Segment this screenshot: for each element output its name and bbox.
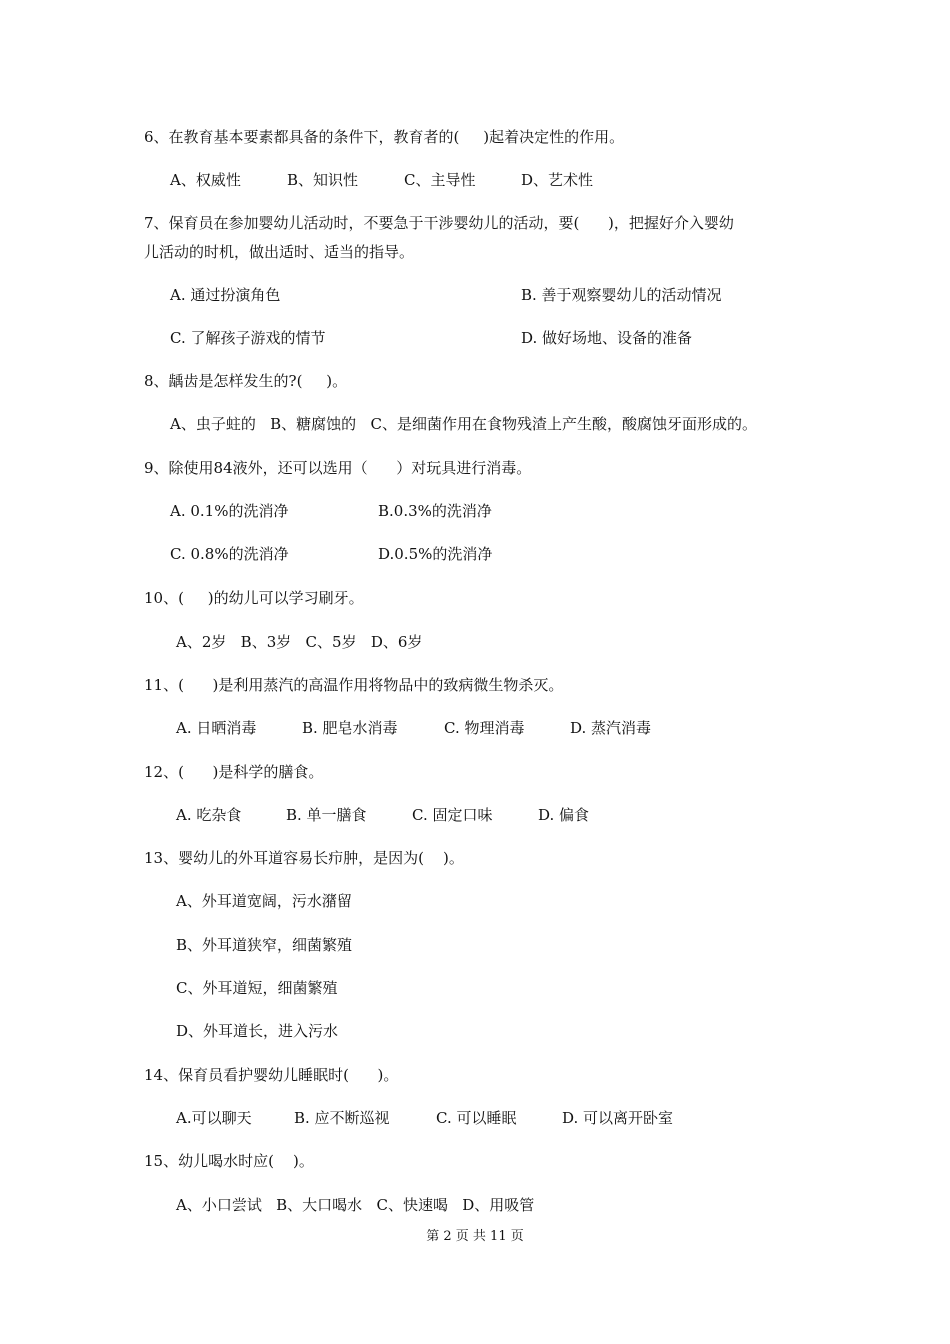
q6-option-c: C、主导性 [404,171,476,189]
q15-options: A、小口尝试 B、大口喝水 C、快速喝 D、用吸管 [176,1196,535,1214]
q6-option-d: D、艺术性 [521,171,594,189]
q12-option-a: A. 吃杂食 [176,806,242,824]
q6-option-b: B、知识性 [287,171,359,189]
q13-option-d: D、外耳道长，进入污水 [176,1022,339,1040]
q7-option-d: D. 做好场地、设备的准备 [521,329,693,347]
page-footer: 第 2 页 共 11 页 [426,1229,524,1244]
question-7-stem-line2: 儿活动的时机，做出适时、适当的指导。 [144,243,415,261]
question-8-stem: 8、龋齿是怎样发生的?( )。 [144,372,348,390]
q7-option-b: B. 善于观察婴幼儿的活动情况 [521,286,722,304]
question-9-stem: 9、除使用84液外，还可以选用（ ）对玩具进行消毒。 [144,459,532,477]
question-14-stem: 14、保育员看护婴幼儿睡眠时( )。 [144,1066,399,1084]
q9-option-b: B.0.3%的洗消净 [378,502,492,520]
q6-option-a: A、权威性 [170,171,241,189]
q11-option-c: C. 物理消毒 [444,719,525,737]
q10-options: A、2岁 B、3岁 C、5岁 D、6岁 [176,633,423,651]
q9-option-d: D.0.5%的洗消净 [378,545,493,563]
q11-option-b: B. 肥皂水消毒 [302,719,398,737]
q14-option-c: C. 可以睡眠 [436,1109,517,1127]
question-13-stem: 13、婴幼儿的外耳道容易长疖肿，是因为( )。 [144,849,464,867]
q11-option-a: A. 日晒消毒 [176,719,257,737]
question-10-stem: 10、( )的幼儿可以学习刷牙。 [144,589,364,607]
question-7-stem-line1: 7、保育员在参加婴幼儿活动时，不要急于干涉婴幼儿的活动，要( )，把握好介入婴幼 [144,214,734,232]
q14-option-d: D. 可以离开卧室 [562,1109,674,1127]
q9-option-c: C. 0.8%的洗消净 [170,545,289,563]
q14-option-a: A.可以聊天 [176,1109,252,1127]
question-15-stem: 15、幼儿喝水时应( )。 [144,1152,314,1170]
q11-option-d: D. 蒸汽消毒 [570,719,652,737]
question-6-stem: 6、在教育基本要素都具备的条件下，教育者的( )起着决定性的作用。 [144,128,625,146]
q12-option-d: D. 偏食 [538,806,590,824]
q8-options: A、虫子蛀的 B、糖腐蚀的 C、是细菌作用在食物残渣上产生酸，酸腐蚀牙面形成的。 [170,415,757,433]
q13-option-b: B、外耳道狭窄，细菌繁殖 [176,936,353,954]
question-11-stem: 11、( )是利用蒸汽的高温作用将物品中的致病微生物杀灭。 [144,676,564,694]
q12-option-c: C. 固定口味 [412,806,493,824]
question-12-stem: 12、( )是科学的膳食。 [144,763,324,781]
q14-option-b: B. 应不断巡视 [294,1109,390,1127]
q7-option-c: C. 了解孩子游戏的情节 [170,329,326,347]
q12-option-b: B. 单一膳食 [286,806,367,824]
q13-option-c: C、外耳道短，细菌繁殖 [176,979,338,997]
q7-option-a: A. 通过扮演角色 [170,286,281,304]
q9-option-a: A. 0.1%的洗消净 [170,502,289,520]
q13-option-a: A、外耳道宽阔，污水潴留 [176,892,352,910]
